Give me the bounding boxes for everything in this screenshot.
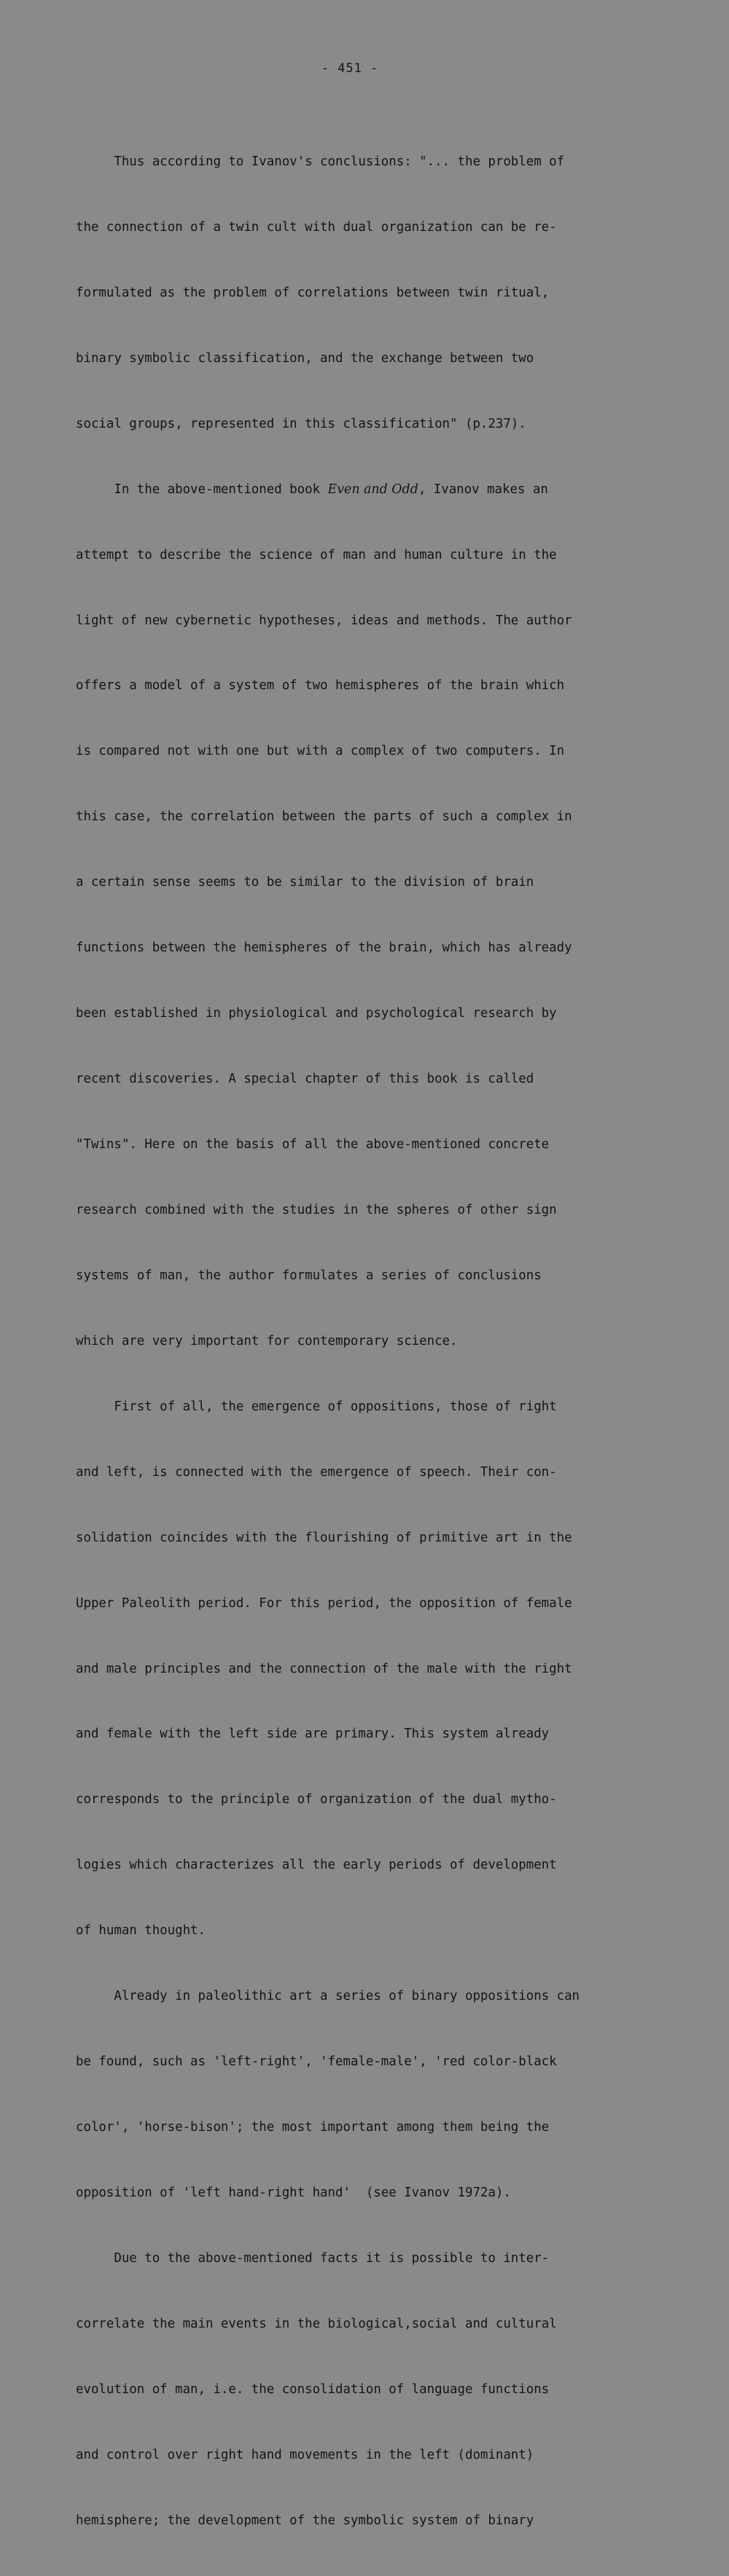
text-line: logies which characterizes all the early periods of development: [76, 1858, 557, 1873]
text-line: attempt to describe the science of man and human culture in the: [76, 547, 557, 562]
book-title: Even and Odd: [327, 482, 418, 497]
text-line: the connection of a twin cult with dual organization can be re-: [76, 219, 557, 235]
text-line: research combined with the studies in the spheres of other sign: [76, 1202, 557, 1217]
text-line: [76, 479, 659, 501]
text-line: which are very important for contemporary science.: [76, 1333, 458, 1348]
text-line: been established in physiological and psychological research by: [76, 1006, 557, 1021]
text-line: corresponds to the principle of organization of the dual mytho-: [76, 1792, 557, 1807]
page-number: - 451 -: [321, 61, 379, 76]
text-line: recent discoveries. A special chapter of this book is called: [76, 1072, 534, 1087]
text-line: light of new cybernetic hypotheses, ideas and methods. The author: [76, 613, 572, 628]
text-line: binary symbolic classification, and the exchange between two: [76, 350, 534, 366]
text-line: of human thought.: [76, 1923, 206, 1939]
text-line: and left, is connected with the emergence of speech. Their con-: [76, 1464, 557, 1480]
text-line: Already in paleolithic art a series of binary oppositions can: [76, 1989, 580, 2004]
text-line: Thus according to Ivanov's conclusions: "... the problem of: [76, 154, 565, 169]
text-line: "Twins". Here on the basis of all the above-mentioned concrete: [76, 1137, 550, 1152]
text-line: correlate the main events in the biological,social and cultural: [76, 2316, 557, 2331]
text-line: systems of man, the author formulates a series of conclusions: [76, 1268, 542, 1283]
text-line: a certain sense seems to be similar to the division of brain: [76, 875, 534, 890]
text-line: functions between the hemispheres of the brain, which has already: [76, 941, 572, 956]
text-line: social groups, represented in this classification" (p.237).: [76, 416, 526, 431]
text-line: evolution of man, i.e. the consolidation of language functions: [76, 2381, 550, 2397]
text-line: this case, the correlation between the parts of such a complex in: [76, 809, 572, 825]
text-line: formulated as the problem of correlations between twin ritual,: [76, 285, 550, 300]
text-line-end: , Ivanov makes an: [418, 482, 548, 497]
text-line: opposition of 'left hand-right hand' (see Ivanov 1972a).: [76, 2186, 511, 2201]
text-line-start: In the above-mentioned book: [76, 482, 328, 497]
text-line: First of all, the emergence of oppositions, those of right: [76, 1399, 557, 1414]
text-line: Due to the above-mentioned facts it is possible to inter-: [76, 2250, 550, 2266]
text-line: Upper Paleolith period. For this period, the opposition of female: [76, 1595, 572, 1611]
text-line: and female with the left side are primary. This system already: [76, 1727, 550, 1742]
text-line: and control over right hand movements in the left (dominant): [76, 2447, 534, 2462]
text-line: hemisphere; the development of the symbolic system of binary: [76, 2513, 534, 2528]
text-line: and male principles and the connection of the male with the right: [76, 1661, 572, 1676]
text-line: is compared not with one but with a complex of two computers. In: [76, 744, 565, 759]
text-line: color', 'horse-bison'; the most important among them being the: [76, 2120, 550, 2135]
text-line: be found, such as 'left-right', 'female-male', 'red color-black: [76, 2054, 557, 2070]
body-text: [76, 108, 659, 2576]
text-line: solidation coincides with the flourishing of primitive art in the: [76, 1530, 572, 1545]
text-line: offers a model of a system of two hemispheres of the brain which: [76, 678, 565, 694]
